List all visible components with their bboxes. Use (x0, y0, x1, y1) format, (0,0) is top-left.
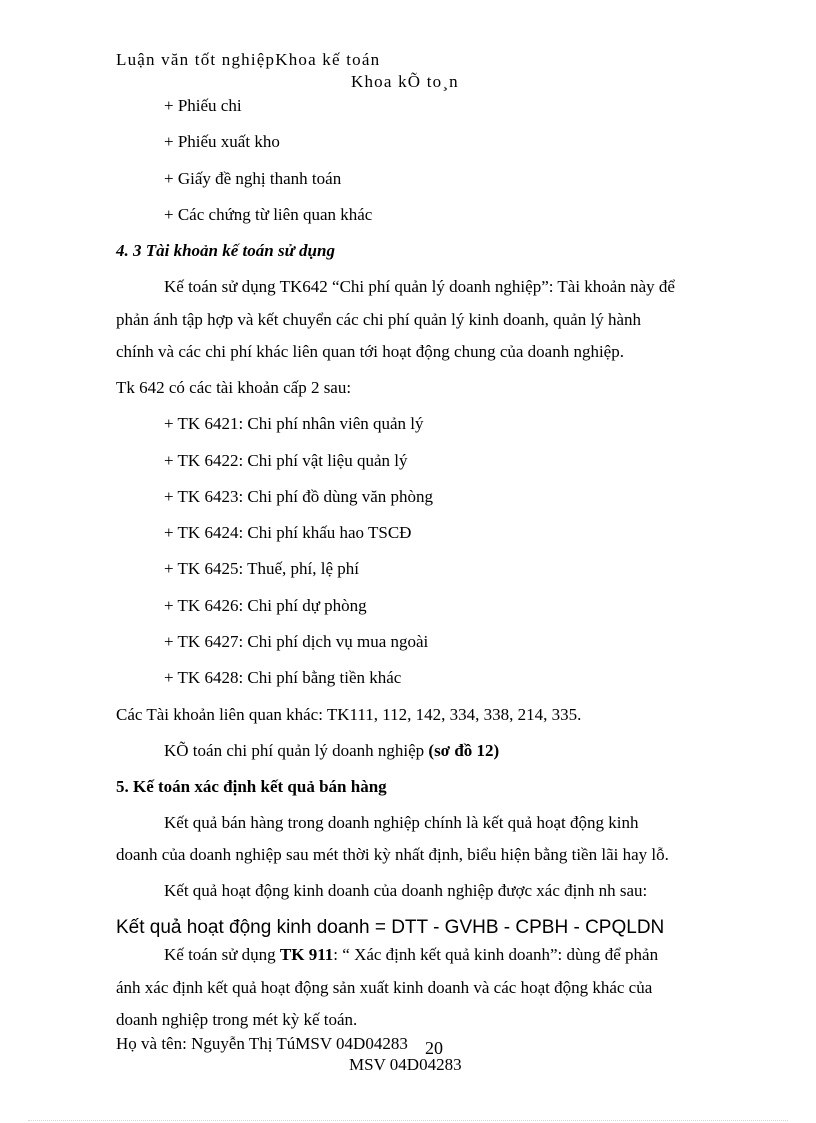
formula: Kết quả hoạt động kinh doanh = DTT - GVHB - CPBH - CPQLDN (116, 917, 665, 938)
account-item: + TK 6423: Chi phí đồ dùng văn phòng (164, 487, 433, 506)
list-item: + Phiếu xuất kho (164, 132, 280, 151)
paragraph-line: Kế toán sử dụng TK642 “Chi phí quản lý doanh nghiệp”: Tài khoản này để (164, 277, 675, 296)
paragraph-line: Kết quả hoạt động kinh doanh của doanh nghiệp được xác định nh sau: (164, 881, 648, 900)
paragraph-line: ánh xác định kết quả hoạt động sản xuất kinh doanh và các hoạt động khác của (116, 978, 653, 997)
header-department: Khoa kÕ to¸n (351, 72, 459, 91)
diagram-reference (164, 741, 499, 761)
related-accounts: Các Tài khoản liên quan khác: TK111, 112, 142, 334, 338, 214, 335. (116, 705, 582, 724)
paragraph-line: doanh nghiệp trong mét kỳ kế toán. (116, 1010, 358, 1029)
account-item: + TK 6421: Chi phí nhân viên quản lý (164, 414, 424, 433)
list-item: + Giấy đề nghị thanh toán (164, 169, 342, 188)
account-item: + TK 6422: Chi phí vật liệu quản lý (164, 451, 408, 470)
account-item: + TK 6427: Chi phí dịch vụ mua ngoài (164, 632, 429, 651)
list-item: + Các chứng từ liên quan khác (164, 205, 373, 224)
para-text: Kế toán sử dụng (164, 945, 280, 964)
sub-intro: Tk 642 có các tài khoản cấp 2 sau: (116, 378, 352, 397)
section-heading: 4. 3 Tài khoản kế toán sử dụng (116, 241, 335, 260)
account-item: + TK 6426: Chi phí dự phòng (164, 596, 367, 615)
diagram-ref-label: (sơ đồ 12) (428, 741, 500, 760)
account-item: + TK 6425: Thuế, phí, lệ phí (164, 559, 360, 578)
account-item: + TK 6428: Chi phí bằng tiền khác (164, 668, 402, 687)
account-code: TK 911 (279, 945, 334, 964)
paragraph-line: chính và các chi phí khác liên quan tới hoạt động chung của doanh nghiệp. (116, 342, 624, 361)
account-item: + TK 6424: Chi phí khấu hao TSCĐ (164, 523, 412, 542)
page-edge-rule (28, 1120, 788, 1121)
diagram-ref-text: KÕ toán chi phí quản lý doanh nghiệp (164, 741, 429, 760)
header-line: Luận văn tốt nghiệpKhoa kế toán (116, 50, 381, 69)
footer-author: Họ và tên: Nguyễn Thị TúMSV 04D04283 (116, 1034, 408, 1053)
page-number: 20 (425, 1038, 443, 1058)
paragraph-line: doanh của doanh nghiệp sau mét thời kỳ nhất định, biểu hiện bằng tiền lãi hay lỗ. (116, 845, 669, 864)
paragraph-line (164, 945, 658, 965)
para-text: : “ Xác định kết quả kinh doanh”: dùng để phản (333, 945, 659, 964)
paragraph-line: phản ánh tập hợp và kết chuyển các chi phí quản lý kinh doanh, quản lý hành (116, 310, 641, 329)
list-item: + Phiếu chi (164, 96, 242, 115)
section-heading: 5. Kế toán xác định kết quả bán hàng (116, 777, 387, 796)
footer-student-id: MSV 04D04283 (349, 1055, 462, 1074)
paragraph-line: Kết quả bán hàng trong doanh nghiệp chính là kết quả hoạt động kinh (164, 813, 639, 832)
